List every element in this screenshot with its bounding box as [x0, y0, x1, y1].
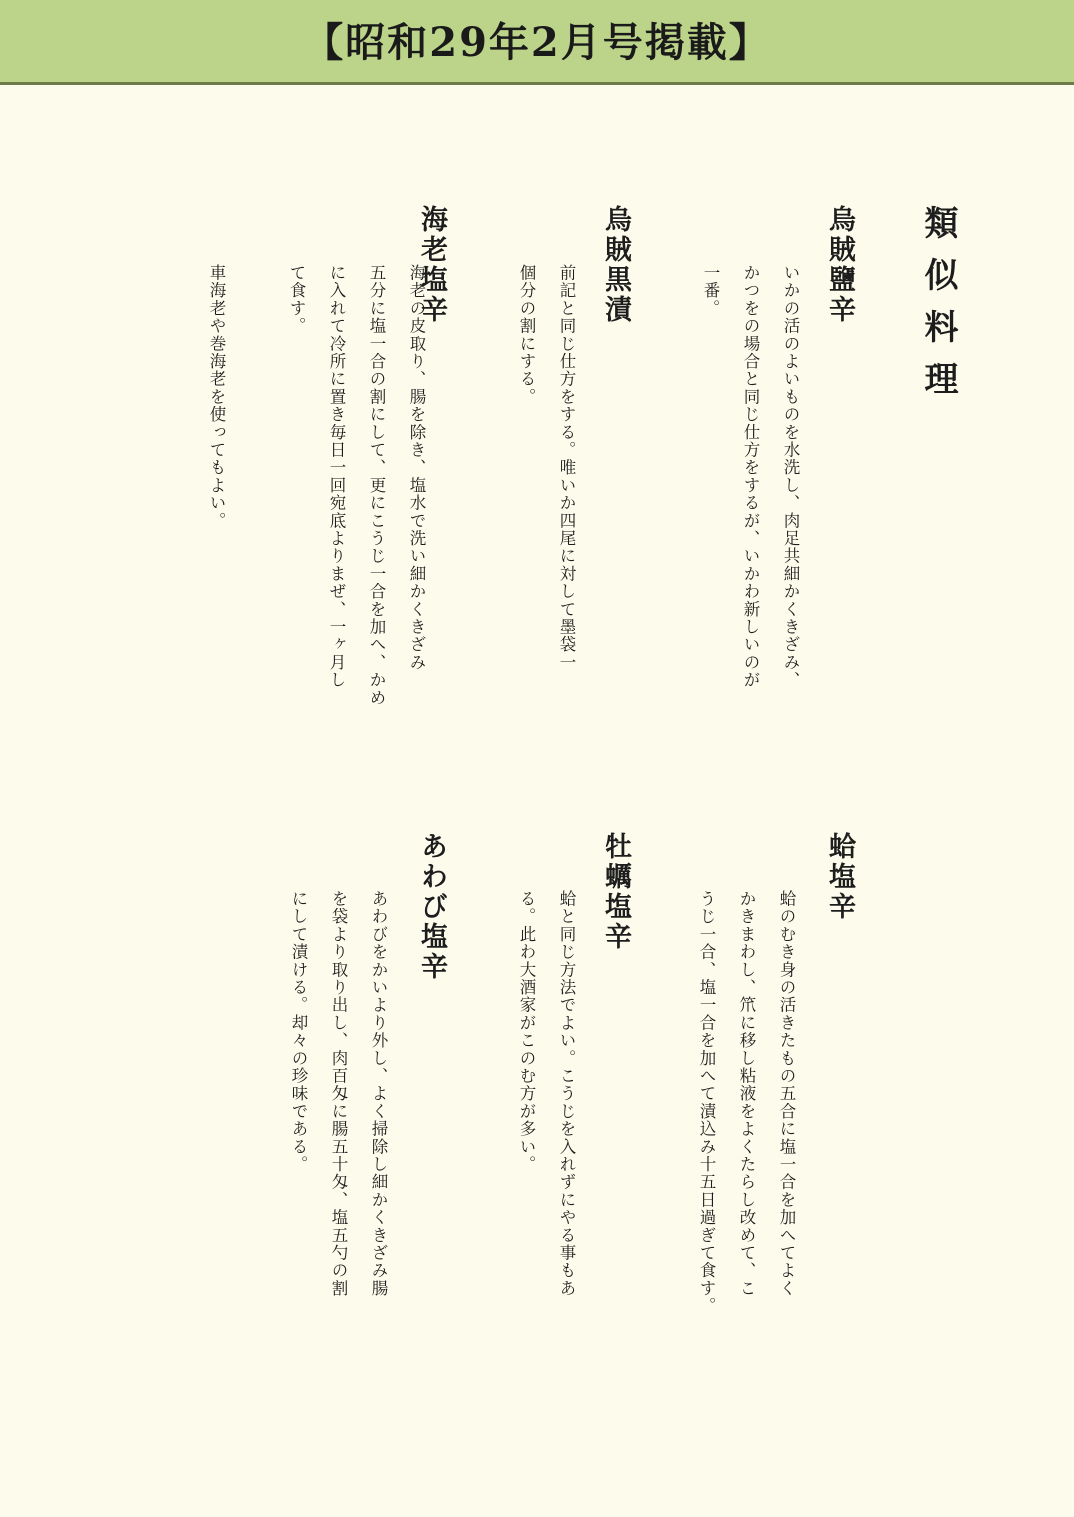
header-band: [0, 0, 1074, 85]
recipe-title-awabi-shiokara: あわび塩辛: [416, 832, 447, 982]
recipe-title-ika-shiokara: 烏賊鹽辛: [824, 205, 855, 325]
recipe-title-kaki-shiokara: 牡蠣塩辛: [600, 832, 631, 952]
recipe-body-ika-kurozuke: 前記と同じ仕方をする。唯いか四尾に対して墨袋一 個分の割にする。: [517, 264, 576, 672]
recipe-title-ika-kurozuke: 烏賊黒漬: [600, 205, 631, 325]
recipe-body-hamaguri-shiokara: 蛤のむき身の活きたもの五合に塩一合を加へてよく かきまわし、笊に移し粘液をよくたらし改めて、こ うじ一合、塩一合を加へて漬込み十五日過ぎて食す。: [697, 890, 796, 1315]
recipe-body-ika-shiokara: いかの活のよいものを水洗し、肉足共細かくきざみ、 かつをの場合と同じ仕方をするが、いかわ新しいのが 一番。: [701, 264, 800, 689]
page-title: 【昭和29年2月号掲載】: [303, 18, 771, 66]
recipe-title-hamaguri-shiokara: 蛤塩辛: [824, 832, 855, 922]
recipe-body-ebi-shiokara: 海老の皮取り、腸を除き、塩水で洗い細かくきざみ 五分に塩一合の割にして、更にこうじ一合を加へ、かめ に入れて冷所に置き毎日一回宛底よりまぜ、一ヶ月し て食す。 車海老や巻海老を使ってもよい。: [207, 264, 426, 707]
recipe-body-awabi-shiokara: あわびをかいより外し、よく掃除し細かくきざみ腸 を袋より取り出し、肉百匁に腸五十匁、塩五勺の割 にして漬ける。却々の珍味である。: [289, 890, 388, 1298]
main-title: 類似料理: [918, 205, 958, 413]
recipe-title-ebi-shiokara: 海老塩辛: [416, 205, 447, 325]
recipe-body-kaki-shiokara: 蛤と同じ方法でよい。こうじを入れずにやる事もあ る。此わ大酒家がこのむ方が多い。: [517, 890, 576, 1298]
